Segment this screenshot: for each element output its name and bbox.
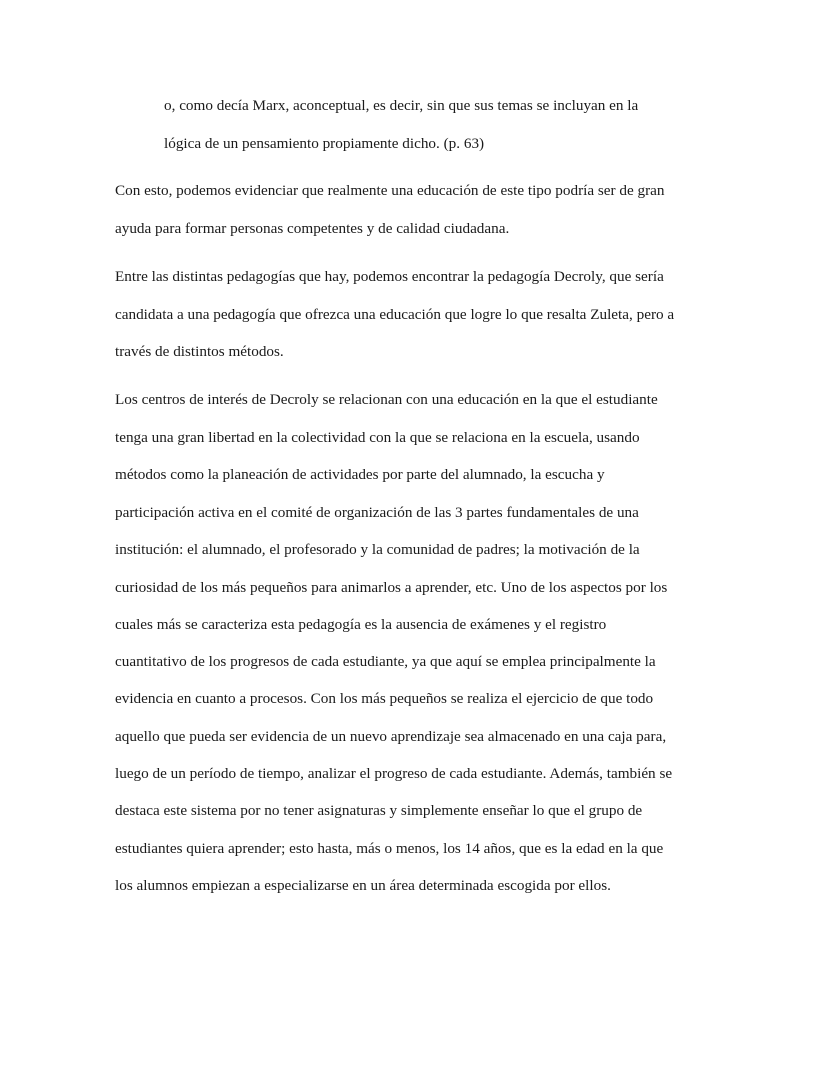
paragraph-line: Con esto, podemos evidenciar que realmente una educación de este tipo podría ser de gran	[115, 182, 665, 199]
paragraph-line: tenga una gran libertad en la colectividad con la que se relaciona en la escuela, usando	[115, 429, 640, 446]
paragraph-line: métodos como la planeación de actividades por parte del alumnado, la escucha y	[115, 466, 605, 483]
quote-line: lógica de un pensamiento propiamente dicho. (p. 63)	[164, 135, 485, 152]
paragraph-line: través de distintos métodos.	[115, 343, 284, 360]
paragraph-line: destaca este sistema por no tener asignaturas y simplemente enseñar lo que el grupo de	[115, 802, 643, 819]
quote-line: o, como decía Marx, aconceptual, es decir, sin que sus temas se incluyan en la	[164, 97, 639, 114]
paragraph-line: aquello que pueda ser evidencia de un nuevo aprendizaje sea almacenado en una caja para,	[115, 728, 667, 745]
paragraph-line: evidencia en cuanto a procesos. Con los más pequeños se realiza el ejercicio de que todo	[115, 690, 654, 707]
paragraph-line: cuantitativo de los progresos de cada estudiante, ya que aquí se emplea principalmente la	[115, 653, 656, 670]
paragraph-line: candidata a una pedagogía que ofrezca una educación que logre lo que resalta Zuleta, pero a	[115, 306, 675, 323]
paragraph-line: curiosidad de los más pequeños para animarlos a aprender, etc. Uno de los aspectos por los	[115, 579, 668, 596]
paragraph-line: luego de un período de tiempo, analizar el progreso de cada estudiante. Además, también se	[115, 765, 673, 782]
paragraph-line: cuales más se caracteriza esta pedagogía es la ausencia de exámenes y el registro	[115, 616, 607, 633]
paragraph-line: Los centros de interés de Decroly se relacionan con una educación en la que el estudiante	[115, 391, 658, 408]
paragraph-line: los alumnos empiezan a especializarse en un área determinada escogida por ellos.	[115, 877, 611, 894]
paragraph-line: Entre las distintas pedagogías que hay, podemos encontrar la pedagogía Decroly, que sería	[115, 268, 664, 285]
paragraph-line: institución: el alumnado, el profesorado y la comunidad de padres; la motivación de la	[115, 541, 640, 558]
paragraph-line: participación activa en el comité de organización de las 3 partes fundamentales de una	[115, 504, 639, 521]
paragraph-line: estudiantes quiera aprender; esto hasta, más o menos, los 14 años, que es la edad en la que	[115, 840, 664, 857]
paragraph-line: ayuda para formar personas competentes y de calidad ciudadana.	[115, 220, 510, 237]
